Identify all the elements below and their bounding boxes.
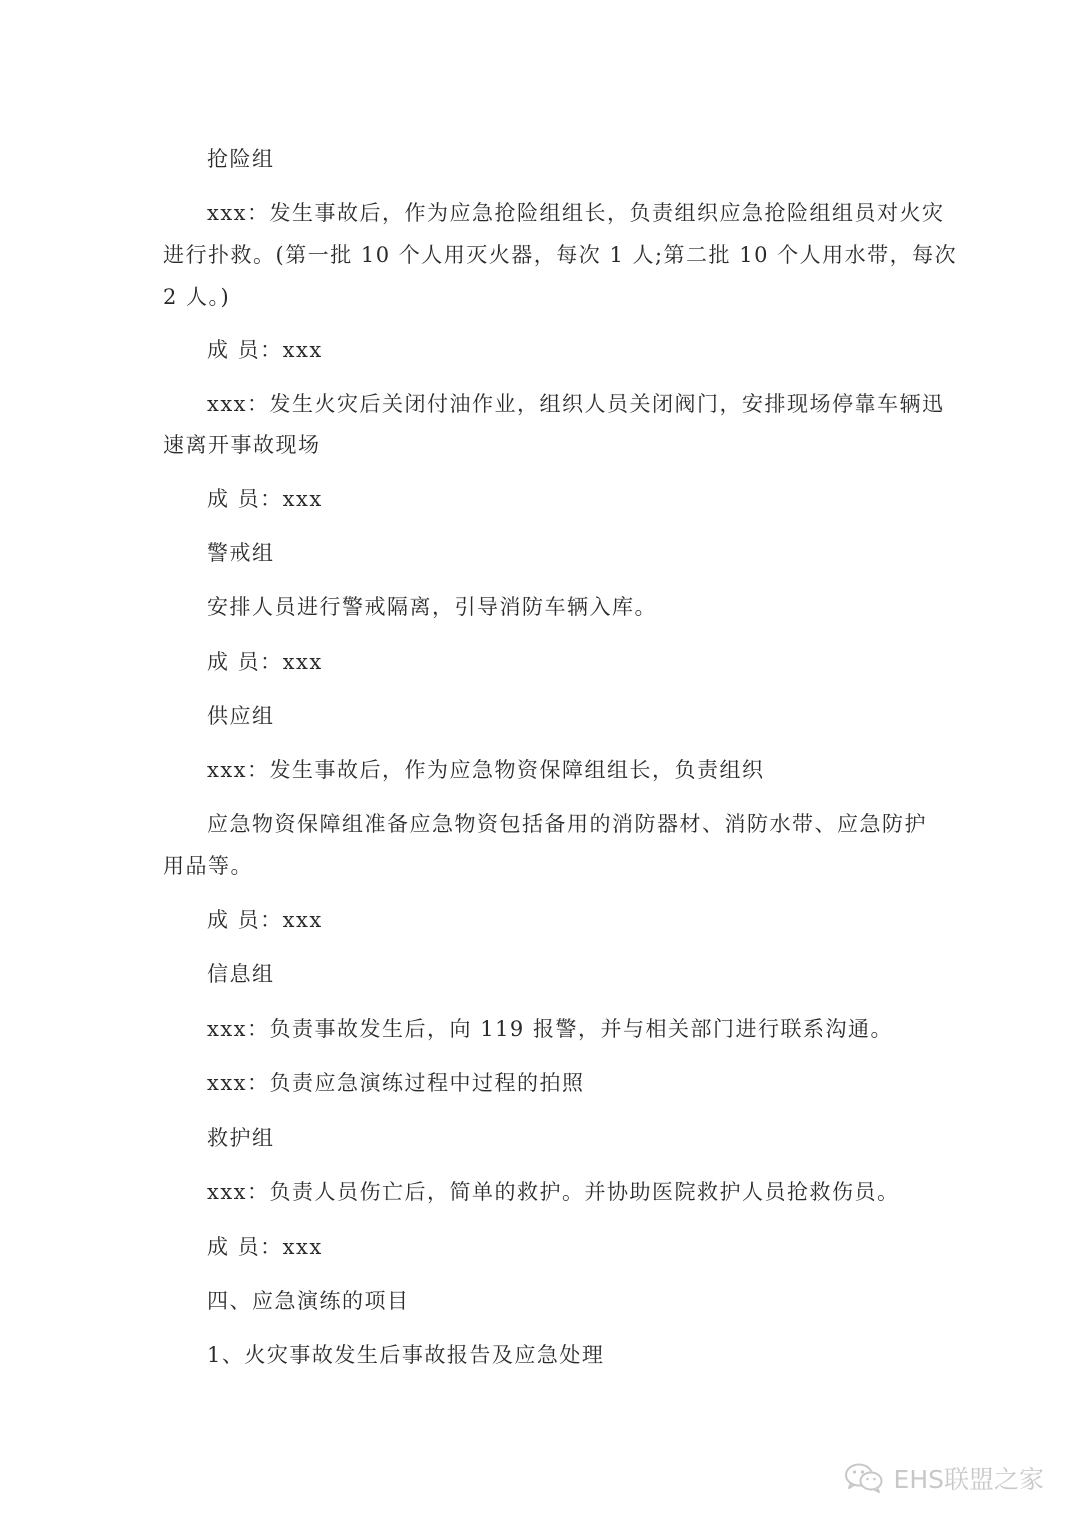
paragraph-line: 进行扑救。(第一批 10 个人用灭火器，每次 1 人;第二批 10 个人用水带，每次: [163, 243, 958, 267]
members-line: 成 员：xxx: [207, 908, 323, 932]
watermark: [844, 1460, 1044, 1496]
paragraph-line: xxx：负责事故发生后，向 119 报警，并与相关部门进行联系沟通。: [207, 1017, 893, 1041]
section-heading-info: 信息组: [207, 962, 275, 986]
paragraph-line: xxx：发生火灾后关闭付油作业，组织人员关闭阀门，安排现场停靠车辆迅: [207, 392, 945, 416]
members-line: 成 员：xxx: [207, 650, 323, 674]
paragraph-line: 用品等。: [163, 854, 253, 878]
paragraph-line: 2 人。): [163, 285, 231, 309]
members-line: 成 员：xxx: [207, 487, 323, 511]
section-heading-aid: 救护组: [207, 1126, 275, 1150]
paragraph-line: xxx：负责应急演练过程中过程的拍照: [207, 1071, 585, 1095]
numbered-item: 1、火灾事故发生后事故报告及应急处理: [207, 1343, 605, 1367]
paragraph-line: 应急物资保障组准备应急物资包括备用的消防器材、消防水带、应急防护: [207, 812, 927, 836]
paragraph-line: xxx：负责人员伤亡后，简单的救护。并协助医院救护人员抢救伤员。: [207, 1180, 900, 1204]
section-heading-guard: 警戒组: [207, 541, 275, 565]
paragraph-line: 安排人员进行警戒隔离，引导消防车辆入库。: [207, 595, 657, 619]
members-line: 成 员：xxx: [207, 1235, 323, 1259]
paragraph-line: 速离开事故现场: [163, 433, 321, 457]
paragraph-line: xxx：发生事故后，作为应急物资保障组组长，负责组织: [207, 758, 765, 782]
section-heading-supply: 供应组: [207, 704, 275, 728]
watermark-text: EHS联盟之家: [893, 1465, 1044, 1494]
paragraph-line: xxx：发生事故后，作为应急抢险组组长，负责组织应急抢险组组员对火灾: [207, 201, 945, 225]
section-heading-rescue: 抢险组: [207, 147, 275, 171]
section-heading-drill-items: 四、应急演练的项目: [207, 1289, 410, 1313]
wechat-icon: [844, 1462, 884, 1494]
members-line: 成 员：xxx: [207, 338, 323, 362]
